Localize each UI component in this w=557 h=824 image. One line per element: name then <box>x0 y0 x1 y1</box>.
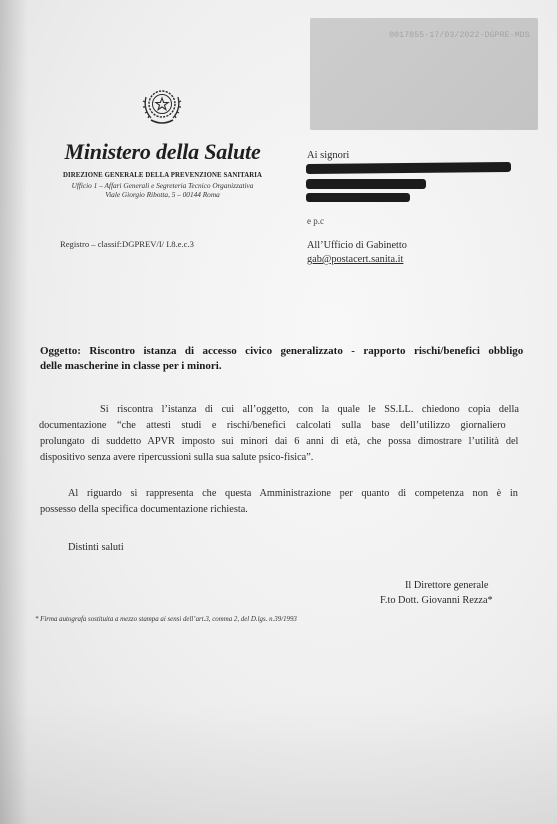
body-text-line: Al riguardo si rappresenta che questa Amministrazione per quanto di competenza non è in <box>68 488 518 499</box>
body-text-line: dispositivo senza avere ripercussioni sulla sua salute psico-fisica”. <box>40 452 314 463</box>
directorate-name: DIREZIONE GENERALE DELLA PREVENZIONE SANITARIA <box>63 172 262 179</box>
republic-emblem-icon <box>139 83 185 129</box>
recipients-label: Ai signori <box>307 150 350 161</box>
redaction-bar <box>306 162 511 174</box>
signature-footnote: * Firma autografa sostituita a mezzo stampa ai sensi dell’art.3, comma 2, del D.lgs. n.39/1993 <box>35 616 297 623</box>
protocol-number: 0017855-17/03/2022-DGPRE-MDS <box>389 30 530 40</box>
cc-office: All’Ufficio di Gabinetto <box>307 240 407 251</box>
registry-classification: Registro – classif:DGPREV/I/ I.8.e.c.3 <box>60 239 194 249</box>
signatory-name: F.to Dott. Giovanni Rezza* <box>380 595 493 606</box>
body-text-line: possesso della specifica documentazione richiesta. <box>40 504 248 515</box>
closing-salutation: Distinti saluti <box>68 542 124 553</box>
body-text-line: prolungato di suddetto APVR imposto sui minori dai 6 anni di età, che possa dimostrare l’utilità del <box>40 436 519 447</box>
signatory-title: Il Direttore generale <box>405 580 489 591</box>
ministry-name: Ministero della Salute <box>64 139 261 164</box>
body-text-line: documentazione “che attesti studi e rischi/benefici calcolati sulla base dell’utilizzo giornaliero <box>39 420 506 431</box>
cc-email: gab@postacert.sanita.it <box>307 254 404 265</box>
office-name: Ufficio 1 – Affari Generali e Segreteria Tecnico Organizzativa <box>71 181 254 190</box>
subject-line: Oggetto: Riscontro istanza di accesso civico generalizzato - rapporto rischi/benefici obbligo <box>40 345 524 357</box>
redaction-bar <box>306 193 410 202</box>
office-address: Viale Giorgio Ribotta, 5 – 00144 Roma <box>105 190 220 199</box>
cc-label: e p.c <box>307 216 324 226</box>
subject-line: delle mascherine in classe per i minori. <box>40 360 222 372</box>
redaction-bar <box>306 179 426 189</box>
body-text-line: Si riscontra l’istanza di cui all’oggetto, con la quale le SS.LL. chiedono copia della <box>100 404 519 415</box>
